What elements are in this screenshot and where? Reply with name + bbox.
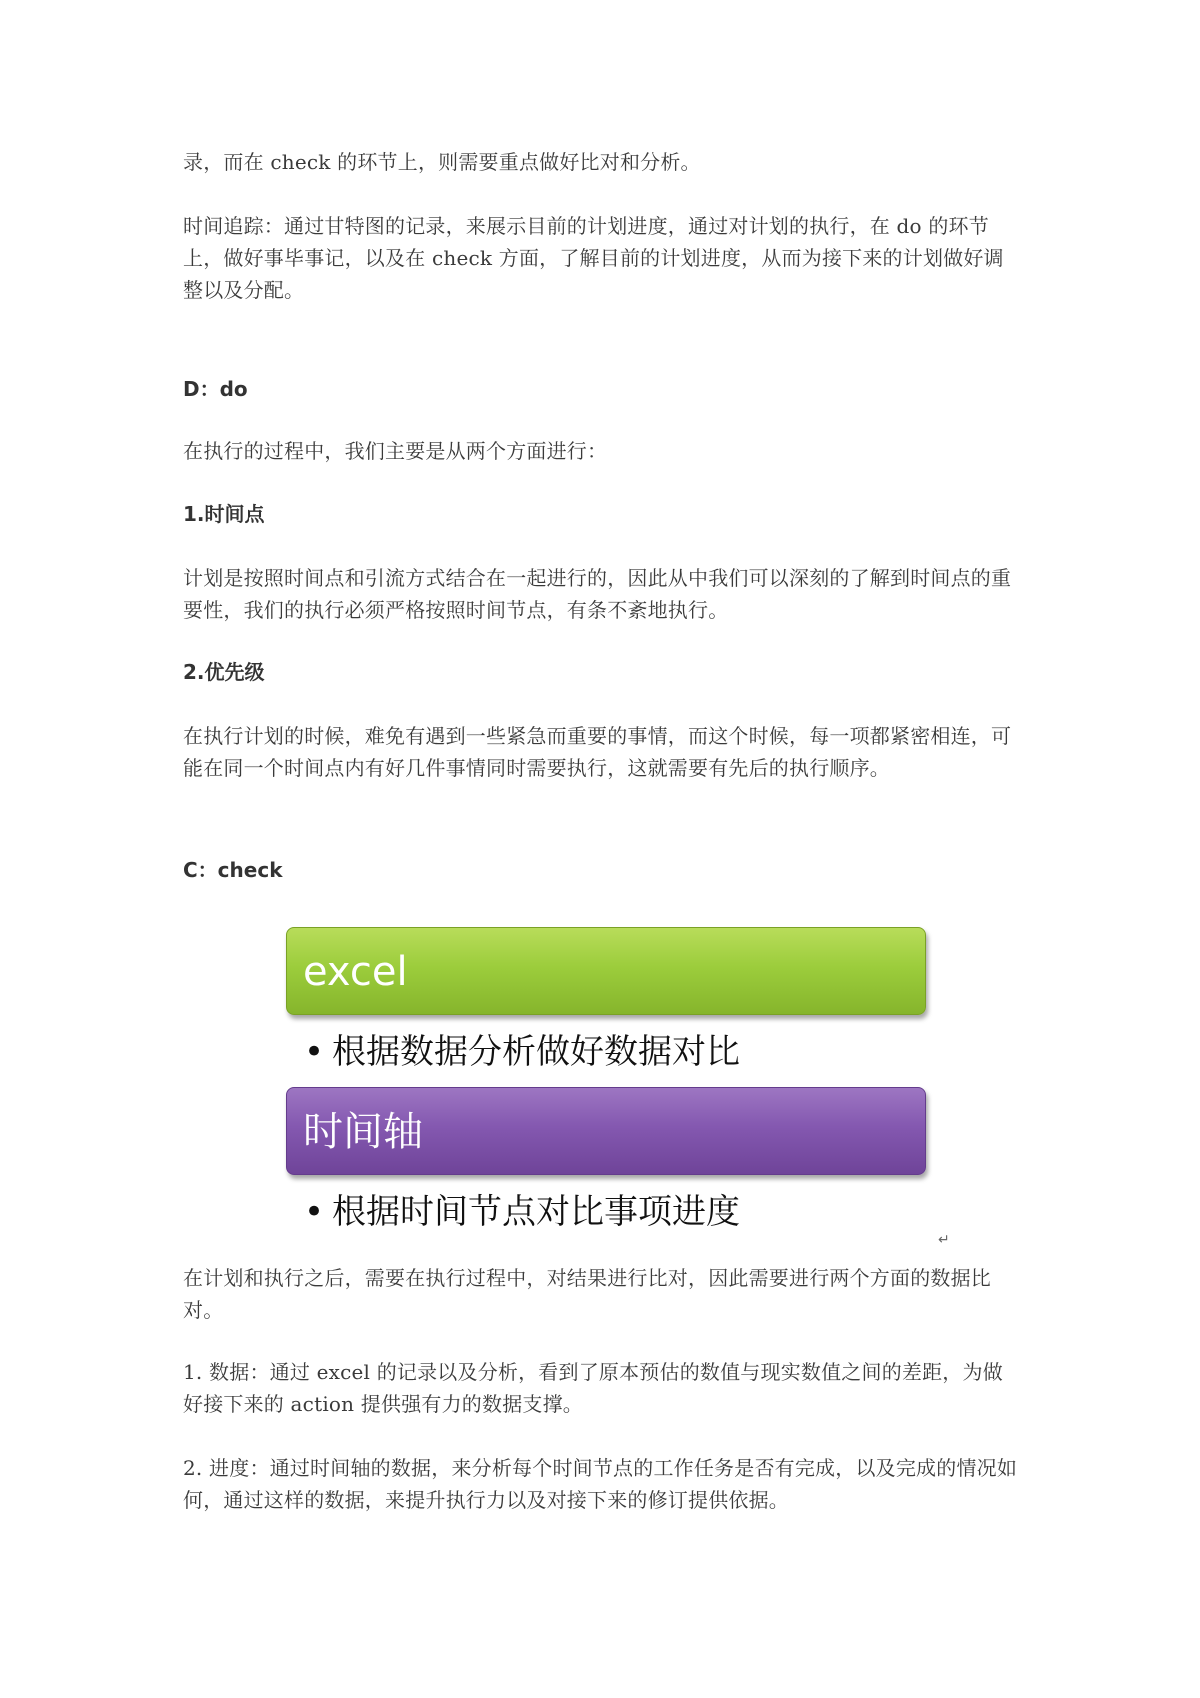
diagram-bullet-timeline [304, 1188, 740, 1236]
paragraph-time-tracking: 时间追踪：通过甘特图的记录，来展示目前的计划进度，通过对计划的执行，在 do 的环节上，做好事毕事记，以及在 check 方面，了解目前的计划进度，从而为接下来的计划做好调整以及分配。 [183, 214, 1004, 302]
diagram-timeline-bar [286, 1087, 926, 1175]
heading-priority: 2.优先级 [183, 660, 265, 684]
diagram-bullet-excel-text: 根据数据分析做好数据对比 [332, 1032, 740, 1072]
paragraph-data-item: 1. 数据：通过 excel 的记录以及分析，看到了原本预估的数值与现实数值之间的差距，为做好接下来的 action 提供强有力的数据支撑。 [183, 1360, 1003, 1416]
heading-do: D：do [183, 377, 248, 401]
paragraph-do-intro: 在执行的过程中，我们主要是从两个方面进行： [183, 439, 608, 463]
paragraph-mark-icon: ↵ [938, 1232, 950, 1248]
diagram-excel-label: excel [303, 949, 408, 995]
bullet-dot: • [304, 1192, 325, 1232]
bullet-dot: • [304, 1032, 325, 1072]
paragraph-check-intro-2: 在计划和执行之后，需要在执行过程中，对结果进行比对，因此需要进行两个方面的数据比对。 [183, 1266, 991, 1322]
diagram-timeline-label: 时间轴 [303, 1109, 423, 1155]
paragraph-priority: 在执行计划的时候，难免有遇到一些紧急而重要的事情，而这个时候，每一项都紧密相连，可能在同一个时间点内有好几件事情同时需要执行，这就需要有先后的执行顺序。 [183, 724, 1012, 780]
heading-time-point: 1.时间点 [183, 502, 265, 526]
diagram-bullet-timeline-text: 根据时间节点对比事项进度 [332, 1192, 740, 1232]
diagram-excel-bar [286, 927, 926, 1015]
paragraph-progress-item: 2. 进度：通过时间轴的数据，来分析每个时间节点的工作任务是否有完成，以及完成的情况如何，通过这样的数据，来提升执行力以及对接下来的修订提供依据。 [183, 1456, 1018, 1512]
paragraph-check-intro: 录，而在 check 的环节上，则需要重点做好比对和分析。 [183, 150, 701, 174]
heading-check: C：check [183, 858, 283, 882]
paragraph-time-point: 计划是按照时间点和引流方式结合在一起进行的，因此从中我们可以深刻的了解到时间点的重要性，我们的执行必须严格按照时间节点，有条不紊地执行。 [183, 566, 1012, 622]
diagram-bullet-excel [304, 1028, 740, 1076]
